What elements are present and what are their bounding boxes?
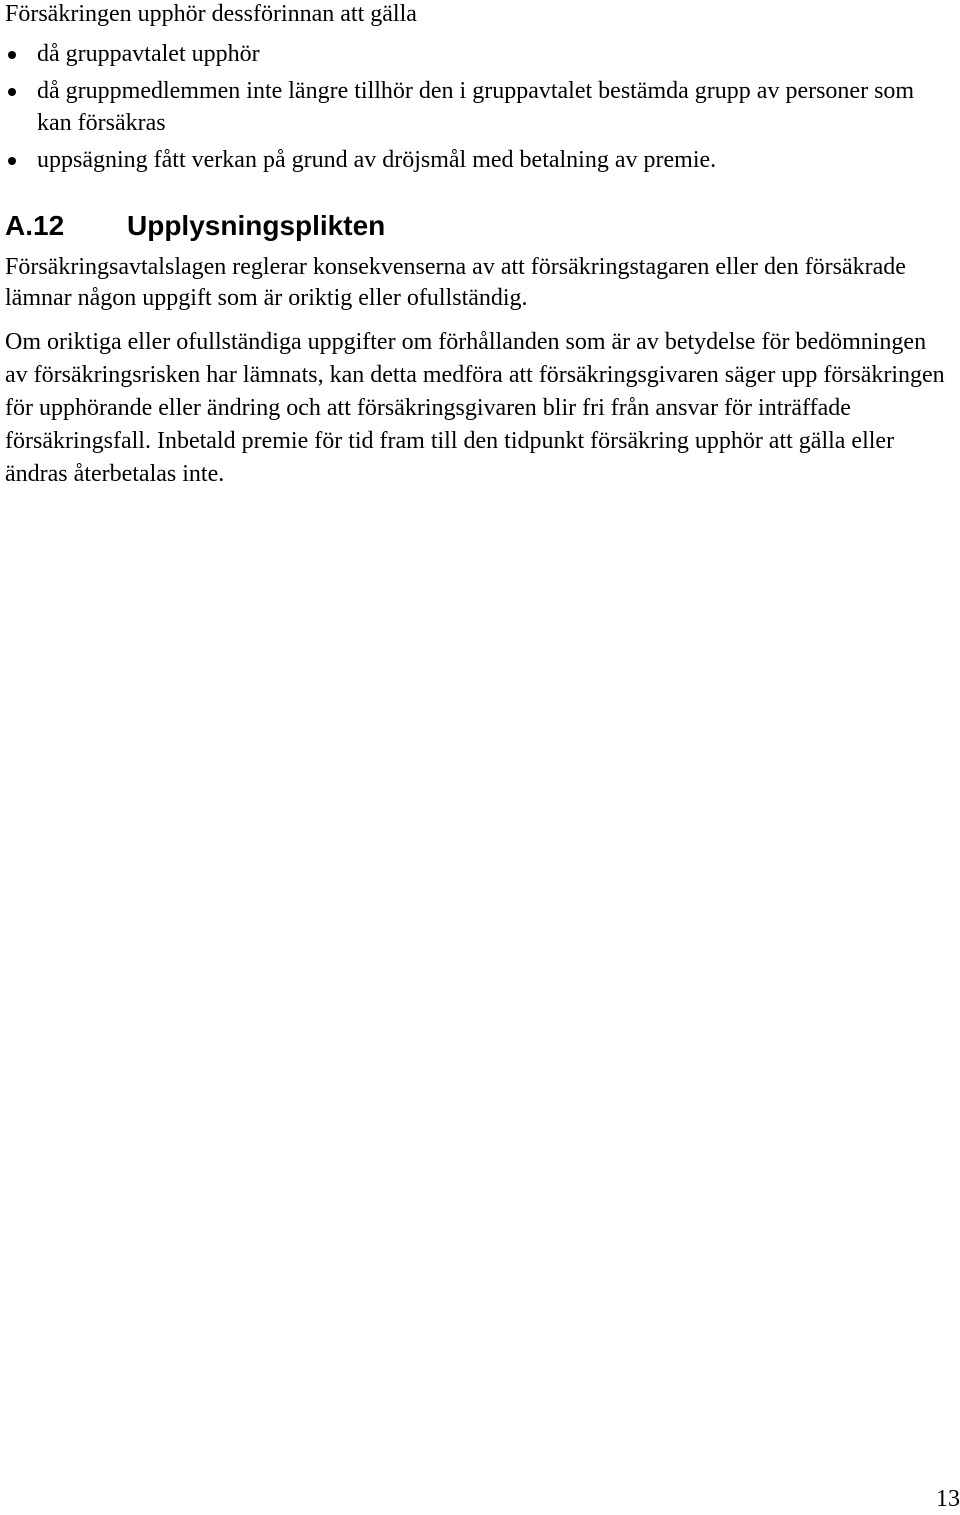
page-number: 13 [936, 1486, 960, 1512]
list-item-text: då gruppmedlemmen inte längre tillhör den i gruppavtalet bestämda grupp av personer som kan försäkras [37, 78, 915, 136]
list-item [5, 75, 945, 139]
section-number: A.12 [5, 210, 65, 241]
body-paragraph: Försäkringsavtalslagen reglerar konsekvenserna av att försäkringstagaren eller den försäkrade lämnar någon uppgift som är oriktig eller ofullständig. [5, 254, 906, 311]
body-paragraph: Om oriktiga eller ofullständiga uppgifter om förhållanden som är av betydelse för bedömningen av försäkringsrisken har lämnats, kan detta medföra att försäkringsgivaren säger upp försäkringen för upphörande eller ändring och att försäkringsgivaren blir fri från ansvar för inträffade försäkringsfall. Inbetald premie för tid fram till den tidpunkt försäkring upphör att gälla eller ändras återbetalas inte. [5, 329, 945, 487]
section-title: Upplysningsplikten [127, 210, 386, 241]
list-item-text: då gruppavtalet upphör [37, 41, 260, 67]
bullet-icon [8, 51, 16, 59]
bullet-list [5, 38, 945, 181]
intro-text: Försäkringen upphör dessförinnan att gälla [5, 1, 417, 27]
list-item [5, 144, 945, 176]
section-heading [5, 209, 385, 243]
list-item [5, 38, 945, 70]
bullet-icon [8, 88, 16, 96]
list-item-text: uppsägning fått verkan på grund av dröjsmål med betalning av premie. [37, 147, 717, 173]
bullet-icon [8, 157, 16, 165]
